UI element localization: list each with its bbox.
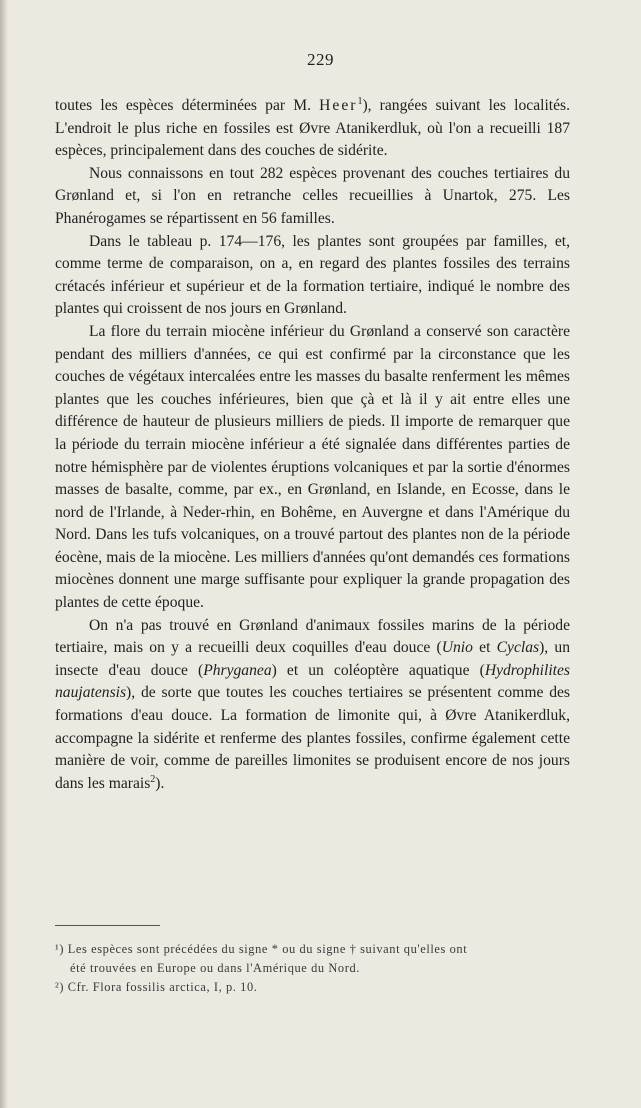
paragraph-5-et: et (472, 639, 497, 657)
author-heer: Heer (319, 97, 358, 114)
footnote-1 (55, 940, 570, 959)
paragraph-1 (55, 95, 570, 163)
taxon-unio: Unio (441, 639, 473, 657)
taxon-phryganea: Phryganea (203, 661, 272, 679)
footnote-divider (55, 925, 160, 926)
taxon-hydrophilites: Hydrophilites naujatensis (55, 661, 570, 702)
footnote-ref-2[interactable]: 2 (150, 773, 156, 785)
paragraph-5-text-b: ), un insecte d'eau douce ( (55, 639, 570, 679)
paragraph-4: La flore du terrain miocène inférieur du Grønland a conservé son caractère pendant des milliers d'années, ce qui est confirmé par la circonstance que les couches de végétaux intercalées entre les masses du basalte renferment les mêmes plantes que les couches inférieures, bien que çà et là il y ait entre elles une différence de hauteur de plusieurs milliers de pieds. Il importe de remarquer que la période du terrain miocène inférieur a été signalée dans différentes parties de notre hémisphère par de violentes éruptions volcaniques et par la sortie d'énormes masses de basalte, comme, par ex., en Grønland, en Islande, en Ecosse, dans le nord de l'Irlande, à Neder-rhin, en Bohême, en Auvergne et dans l'Amérique du Nord. Dans les tufs volcaniques, on a trouvé partout des plantes non de la période éocène, mais de la miocène. Les milliers d'années qu'ont demandés ces formations miocènes donnent une marge suffisante pour expliquer la grande propagation des plantes de cette époque. (55, 322, 570, 612)
paragraph-5-text-a: On n'a pas trouvé en Grønland d'animaux fossiles marins de la période tertiaire, mais on y a recueilli deux coquilles d'eau douce ( (55, 616, 570, 657)
footnote-2-mark: ²) (55, 980, 65, 994)
paragraph-5 (55, 615, 570, 796)
page-number: 229 (307, 50, 334, 69)
paragraph-1-text-b: ), rangées suivant les localités. L'endroit le plus riche en fossiles est Øvre Atanikerdluk, où l'on a recueilli 187 espèces, principalement dans des couches de sidérite. (55, 97, 570, 160)
footnote-1-mark: ¹) (55, 942, 65, 956)
paragraph-3: Dans le tableau p. 174—176, les plantes sont groupées par familles, et, comme terme de comparaison, on a, en regard des plantes fossiles des terrains crétacés inférieur et supérieur et de la formation tertiaire, indiqué le nombre des plantes qui croissent de nos jours en Grønland. (55, 232, 570, 318)
paragraph-2: Nous connaissons en tout 282 espèces provenant des couches tertiaires du Grønland et, si l'on en retranche celles recueillies à Unartok, 275. Les Phanérogames se répartissent en 56 familles. (55, 164, 570, 227)
footnote-ref-1[interactable]: 1 (357, 95, 363, 107)
footnote-1-continued: été trouvées en Europe ou dans l'Amérique du Nord. (70, 961, 360, 975)
paragraph-5-text-c: ) et un coléoptère aquatique ( (271, 661, 485, 679)
spine-shadow (0, 0, 8, 1108)
paragraph-5-text-d: ), de sorte que toutes les couches tertiaires se présentent comme des formations d'eau douce. La formation de limonite qui, à Øvre Atanikerdluk, accompagne la sidérite et renferme des plantes fossiles, confirme également cette manière de voir, comme de pareilles limonites se produisent encore de nos jours dans les marais (55, 684, 570, 792)
footnotes (55, 940, 570, 997)
footnote-1-line-1: Les espèces sont précédées du signe * ou du signe † suivant qu'elles ont (67, 942, 468, 956)
footnote-2 (55, 978, 570, 997)
paragraph-5-text-e: ). (155, 774, 165, 792)
body-text (55, 95, 570, 795)
taxon-cyclas: Cyclas (496, 639, 540, 657)
footnote-2-text: Cfr. Flora fossilis arctica, I, p. 10. (67, 980, 258, 994)
paragraph-1-text-a: toutes les espèces déterminées par M. (55, 97, 320, 114)
